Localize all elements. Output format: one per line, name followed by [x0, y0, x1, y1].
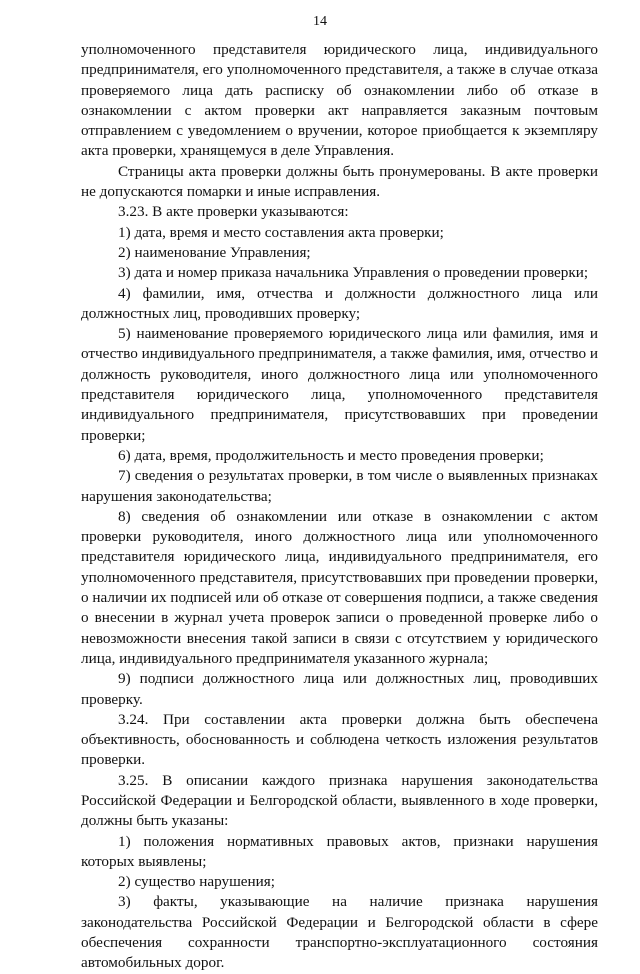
- paragraph-3-23-9: 9) подписи должностного лица или должностных лиц, проводивших проверку.: [81, 670, 598, 708]
- paragraph-3-25-3: 3) факты, указывающие на наличие признака нарушения законодательства Российской Федерации и Белгородской области в сфере обеспечения сохранности транспортно-эксплуатационного состояния автомобильных дорог.: [81, 893, 598, 972]
- paragraph-3-23-6: 6) дата, время, продолжительность и место проведения проверки;: [118, 446, 544, 464]
- document-body: [81, 40, 598, 974]
- page-number: 14: [313, 14, 327, 29]
- paragraph-3-25-2: 2) существо нарушения;: [118, 873, 275, 891]
- paragraph-3-23-1: 1) дата, время и место составления акта проверки;: [118, 223, 444, 241]
- paragraph-3-24: 3.24. При составлении акта проверки должна быть обеспечена объективность, обоснованность и соблюдена четкость изложения результатов проверки.: [81, 710, 598, 769]
- paragraph-3-25-1: 1) положения нормативных правовых актов, признаки нарушения которых выявлены;: [81, 832, 598, 870]
- paragraph-3-23-7: 7) сведения о результатах проверки, в том числе о выявленных признаках нарушения законодательства;: [81, 467, 598, 505]
- paragraph-3-23-8: 8) сведения об ознакомлении или отказе в ознакомлении с актом проверки руководителя, иного должностного лица или уполномоченного представителя юридического лица, индивидуального предпринимателя, его уполномоченного представителя, присутствовавших при проведении проверки, о наличии их подписей или об отказе от совершения подписи, а также сведения о внесении в журнал учета проверок записи о проведенной проверке либо о невозможности внесения такой записи в связи с отсутствием у юридического лица, индивидуального предпринимателя указанного журнала;: [81, 507, 598, 667]
- paragraph-3-23-2: 2) наименование Управления;: [118, 243, 311, 261]
- paragraph-3-23-4: 4) фамилии, имя, отчества и должности должностного лица или должностных лиц, проводивших проверку;: [81, 284, 598, 322]
- paragraph-3-23-3: 3) дата и номер приказа начальника Управления о проведении проверки;: [118, 264, 589, 282]
- paragraph-numbered-pages: Страницы акта проверки должны быть пронумерованы. В акте проверки не допускаются помарки и иные исправления.: [81, 162, 598, 201]
- paragraph-continuation: уполномоченного представителя юридического лица, индивидуального предпринимателя, его уполномоченного представителя, а также в случае отказа проверяемого лица дать расписку об ознакомлении либо об отказе в ознакомлении с актом проверки акт направляется заказным почтовым отправлением с уведомлением о вручении, которое приобщается к экземпляру акта проверки, хранящемуся в деле Управления.: [81, 41, 598, 160]
- paragraph-3-23-5: 5) наименование проверяемого юридического лица или фамилия, имя и отчество индивидуального предпринимателя, а также фамилия, имя, отчество и должность руководителя, иного должностного лица или уполномоченного представителя юридического лица, уполномоченного представителя индивидуального предпринимателя, присутствовавших при проведении проверки;: [81, 325, 598, 444]
- paragraph-3-25: 3.25. В описании каждого признака нарушения законодательства Российской Федерации и Белгородской области, выявленного в ходе проверки, должны быть указаны:: [81, 771, 598, 830]
- paragraph-3-23: 3.23. В акте проверки указываются:: [118, 203, 349, 221]
